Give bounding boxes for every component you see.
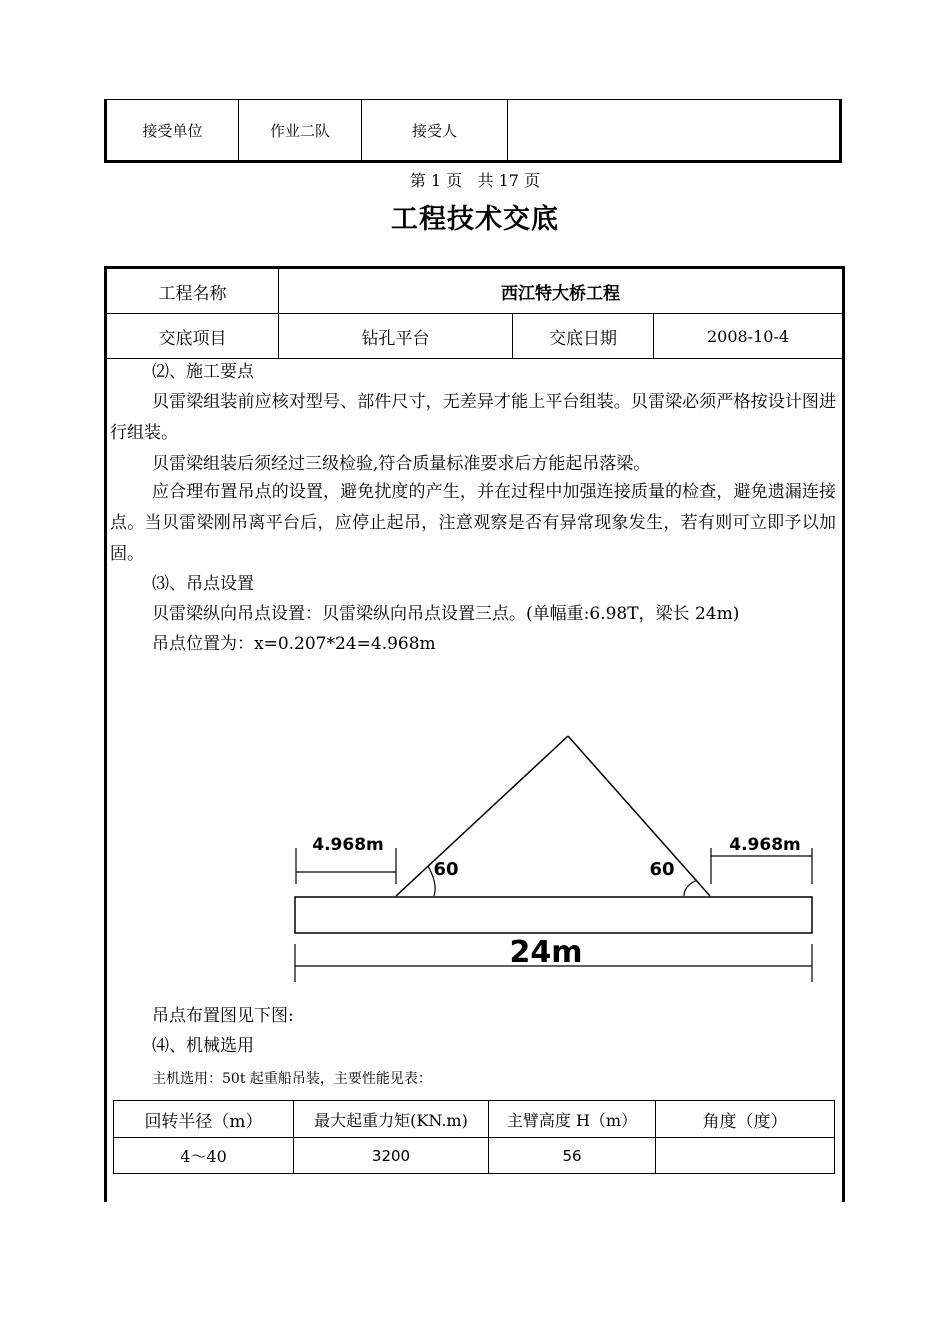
- paragraph-6: 吊点布置图见下图:: [152, 1006, 294, 1026]
- header-radius: 回转半径（m）: [144, 1111, 263, 1132]
- header-angle: 角度（度）: [702, 1111, 788, 1132]
- left-angle-label: 60: [433, 859, 459, 880]
- receiver-unit-value: 作业二队: [269, 121, 330, 140]
- page-info: 第 1 页 共 17 页: [409, 171, 541, 190]
- right-angle-label: 60: [649, 859, 675, 880]
- section-3-title: ⑶、吊点设置: [152, 574, 254, 594]
- date-label: 交底日期: [513, 314, 654, 358]
- date-value: 2008-10-4: [706, 326, 790, 346]
- project-value: 西江特大桥工程: [501, 283, 620, 304]
- right-angle-arc: [684, 880, 697, 896]
- paragraph-7: 主机选用：50t 起重船吊装，主要性能见表：: [152, 1071, 432, 1087]
- section-2-title: ⑵、施工要点: [152, 362, 254, 382]
- paragraph-2: 贝雷梁组装后须经过三级检验,符合质量标准要求后方能起吊落梁。: [152, 454, 651, 474]
- cell-moment: 3200: [371, 1146, 411, 1165]
- paragraph-5: 吊点位置为：x=0.207*24=4.968m: [152, 634, 436, 654]
- header-moment: 最大起重力矩(KN.m): [314, 1110, 468, 1130]
- item-value: 钻孔平台: [279, 314, 513, 358]
- paragraph-3: 应合理布置吊点的设置，避免扰度的产生，并在过程中加强连接质量的检查，避免遗漏连接点。当贝雷梁刚吊离平台后，应停止起吊，注意观察是否有异常现象发生，若有则可立即予以加固。: [110, 482, 836, 564]
- paragraph-1: 贝雷梁组装前应核对型号、部件尺寸，无差异才能上平台组装。贝雷梁必须严格按设计图进行组装。: [110, 392, 836, 443]
- cell-angle: [656, 1138, 834, 1173]
- section-4-title: ⑷、机械选用: [152, 1036, 254, 1056]
- paragraph-4: 贝雷梁纵向吊点设置：贝雷梁纵向吊点设置三点。(单幅重:6.98T，梁长 24m): [152, 604, 740, 624]
- receiver-unit-label: 接受单位: [142, 121, 203, 140]
- cell-radius: 4～40: [180, 1147, 227, 1166]
- right-dim-label: 4.968m: [729, 835, 801, 855]
- span-label: 24m: [509, 935, 583, 970]
- sling-left-line: [396, 736, 568, 896]
- header-boom-height: 主臂高度 H（m）: [506, 1110, 638, 1130]
- sling-right-line: [568, 736, 710, 896]
- item-label: 交底项目: [107, 314, 279, 358]
- cell-boom-height: 56: [562, 1146, 582, 1165]
- machine-table: [113, 1100, 835, 1174]
- project-label: 工程名称: [107, 269, 279, 313]
- left-dim-label: 4.968m: [312, 835, 384, 855]
- document-title: 工程技术交底: [391, 204, 559, 235]
- receiver-person-label: 接受人: [411, 121, 457, 140]
- beam-rect: [295, 897, 812, 933]
